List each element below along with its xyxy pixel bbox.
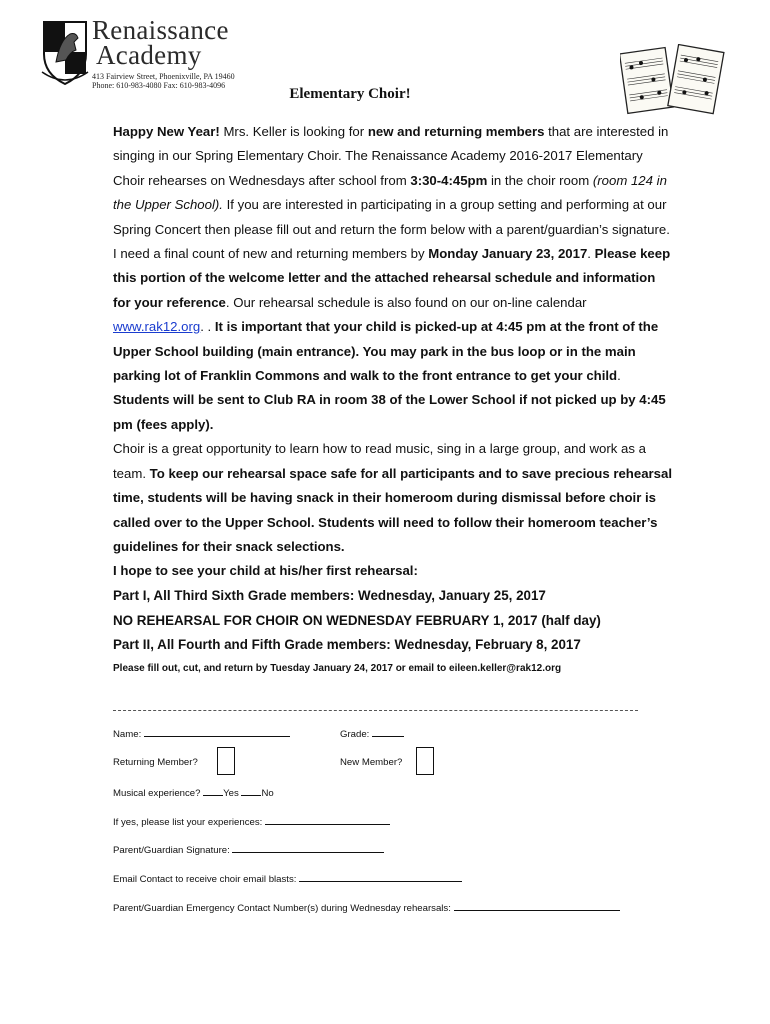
signature-field[interactable] bbox=[232, 843, 384, 853]
returning-label: Returning Member? bbox=[113, 757, 198, 768]
name-label: Name: bbox=[113, 729, 144, 740]
signature-label: Parent/Guardian Signature: bbox=[113, 845, 233, 856]
letter-body bbox=[113, 120, 673, 676]
signature-row bbox=[113, 843, 384, 856]
sheet-music-icon bbox=[620, 44, 726, 118]
part2-date: Part II, All Fourth and Fifth Grade members: Wednesday, February 8, 2017 bbox=[113, 637, 581, 653]
experience-list-row bbox=[113, 815, 390, 828]
yes-label: Yes bbox=[223, 788, 242, 799]
new-member-checkbox[interactable] bbox=[416, 747, 434, 775]
return-instructions: Please fill out, cut, and return by Tuesday January 24, 2017 or email to eileen.keller@rak12.org bbox=[113, 663, 562, 675]
experience-yes-field[interactable] bbox=[203, 786, 223, 796]
experience-no-field[interactable] bbox=[241, 786, 261, 796]
experience-list-field[interactable] bbox=[265, 815, 390, 825]
page-title: Elementary Choir! bbox=[289, 86, 411, 102]
grade-row bbox=[340, 727, 404, 740]
part1-date: Part I, All Third Sixth Grade members: Wednesday, January 25, 2017 bbox=[113, 587, 546, 603]
school-address: 413 Fairview Street, Phoenixville, PA 19460 Phone: 610-983-4080 Fax: 610-983-4096 bbox=[92, 72, 235, 90]
email-row bbox=[113, 872, 462, 885]
experience-list-label: If yes, please list your experiences: bbox=[113, 817, 265, 828]
no-rehearsal-notice: NO REHEARSAL FOR CHOIR ON WEDNESDAY FEBRUARY 1, 2017 (half day) bbox=[113, 612, 601, 628]
grade-field[interactable] bbox=[372, 727, 404, 737]
first-rehearsal-line: I hope to see your child at his/her first rehearsal: bbox=[113, 563, 418, 579]
school-logo bbox=[36, 15, 235, 90]
cut-line bbox=[113, 710, 638, 711]
crest-icon bbox=[36, 16, 94, 86]
new-label: New Member? bbox=[340, 757, 403, 768]
name-field[interactable] bbox=[144, 727, 290, 737]
email-label: Email Contact to receive choir email blasts: bbox=[113, 874, 300, 885]
experience-label: Musical experience? bbox=[113, 788, 204, 799]
returning-member-checkbox[interactable] bbox=[217, 747, 235, 775]
email-field[interactable] bbox=[299, 872, 462, 882]
school-name: Renaissance Academy bbox=[92, 15, 229, 70]
calendar-link[interactable]: www.rak12.org bbox=[113, 319, 201, 335]
grade-label: Grade: bbox=[340, 729, 372, 740]
experience-row bbox=[113, 786, 274, 799]
emergency-field[interactable] bbox=[454, 901, 620, 911]
no-label: No bbox=[261, 788, 274, 799]
emergency-label: Parent/Guardian Emergency Contact Number(s) during Wednesday rehearsals: bbox=[113, 903, 454, 914]
name-row bbox=[113, 727, 290, 740]
emergency-row bbox=[113, 901, 620, 914]
snack-paragraph: Choir is a great opportunity to learn how to read music, sing in a large group, and work as a team. To keep our rehearsal space safe for all participants and to save precious rehearsal time, students will be having snack in their homeroom during dismissal before choir is called over to the Upper School. Students will need to follow their homeroom teacher’s guidelines for their snack selections. bbox=[113, 441, 672, 554]
intro-paragraph: Happy New Year! Mrs. Keller is looking for new and returning members that are interested in singing in our Spring Elementary Choir. The Renaissance Academy 2016-2017 Elementary Choir rehearses on Wednesdays after school from 3:30-4:45pm in the choir room (room 124 in the Upper School). If you are interested in participating in a group setting and performing at our Spring Concert then please fill out and return the form below with a parent/guardian’s signature. I need a final count of new and returning members by Monday January 23, 2017. Please keep this portion of the welcome letter and the attached rehearsal schedule and information for your reference. Our rehearsal schedule is also found on our on-line calendar www.rak12.org. . It is important that your child is picked-up at 4:45 pm at the front of the Upper School building (main entrance). You may park in the bus loop or in the main parking lot of Franklin Commons and walk to the front entrance to get your child. Students will be sent to Club RA in room 38 of the Lower School if not picked up by 4:45 pm (fees apply). bbox=[113, 124, 671, 432]
